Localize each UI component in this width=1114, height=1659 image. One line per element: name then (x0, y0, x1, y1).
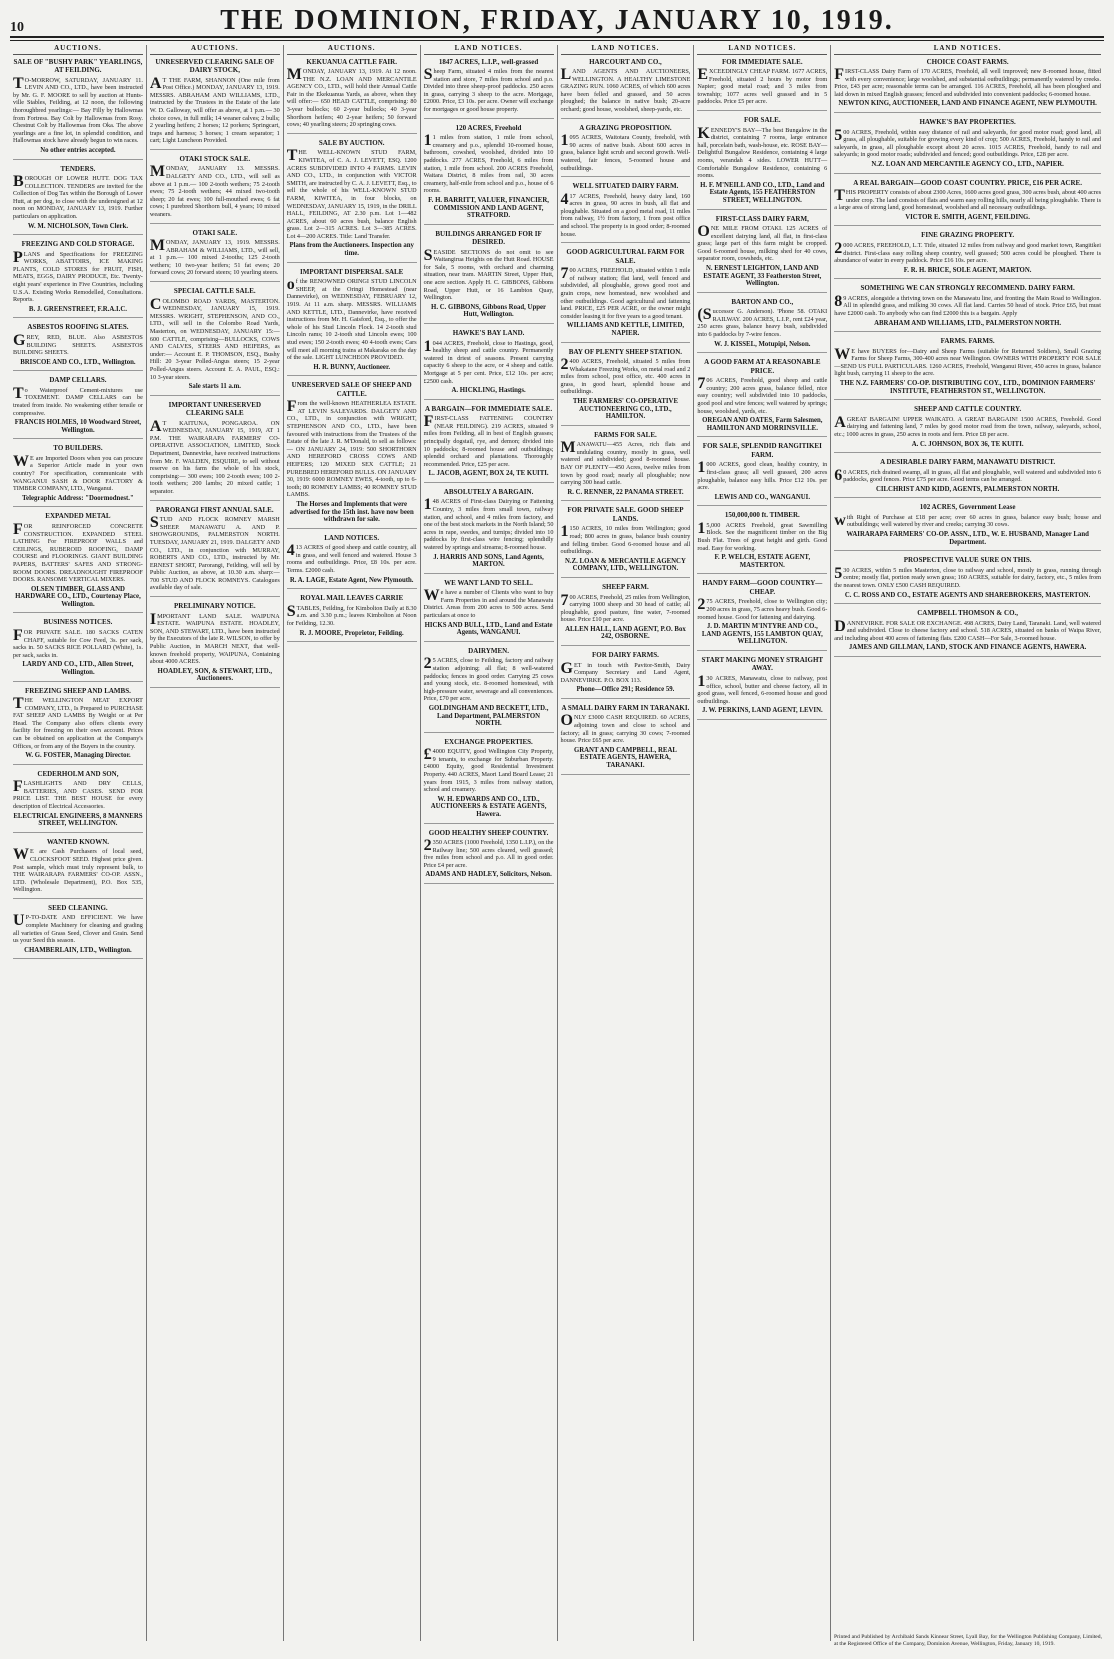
ad-advertiser: ALLEN HALL, LAND AGENT, P.O. Box 242, OSBORNE. (565, 625, 686, 641)
ad-advertiser: H. C. GIBBONS, Gibbons Road, Upper Hutt, Wellington. (431, 303, 547, 319)
ad-title: IMPORTANT UNRESERVED CLEARING SALE (168, 400, 262, 418)
ad-title: BARTON AND CO., (731, 297, 794, 306)
advertisement (13, 444, 143, 507)
advertisement (13, 376, 143, 439)
ad-body: FOR REINFORCED CONCRETE CONSTRUCTION. EXPANDED STEEL LATHING For FIREPROOF WALLS and CEILINGS, RUBEROID ROOFING, DAMP COURSE and FLOORINGS. GIANT BUILDING PAPERS, BATTERS' SAFES AND STRONG-ROOM DOORS. DREADNOUGHT FIREPROOF DOORS. RANSOME VERTICAL MIXERS. (13, 520, 143, 584)
ad-advertiser: N. ERNEST LEIGHTON, LAND AND ESTATE AGENT, 33 Featherston Street, Wellington. (703, 264, 822, 288)
columns-container (10, 45, 1104, 1641)
ad-title: WE WANT LAND TO SELL. (444, 578, 533, 587)
ad-title: FOR PRIVATE SALE. GOOD SHEEP LANDS. (567, 506, 684, 523)
ad-title: HAWKE'S BAY LAND. (452, 329, 525, 338)
ad-title: WANTED KNOWN. (46, 837, 110, 846)
ad-title: START MAKING MONEY STRAIGHT AWAY. (701, 655, 824, 673)
ad-advertiser: CILCHRIST AND KIDD, AGENTS, PALMERSTON NORTH. (875, 485, 1060, 493)
ad-body: ONLY £3000 CASH REQUIRED. 60 ACRES, adjoining town and close to school and factory; all in grass; carrying 30 cows; 7-roomed house. Price £65 per acre. (560, 712, 691, 745)
ad-title: FOR SALE, SPLENDID RANGITIKEI FARM. (702, 442, 822, 459)
advertisement (287, 139, 417, 263)
ad-advertiser: WAIRARAPA FARMERS' CO-OP. ASSN., LTD., W. E. HUSBAND, Manager Land Department. (846, 531, 1089, 546)
advertisement (561, 651, 691, 699)
advertisement (13, 838, 143, 899)
ad-title: CAMPBELL THOMSON & CO., (917, 609, 1019, 618)
ad-advertiser: HOADLEY, SON, & STEWART, LTD., Auctioneers. (157, 667, 273, 683)
ad-title: A REAL BARGAIN—GOOD COAST COUNTRY. PRICE, £16 PER ACRE. (853, 178, 1082, 187)
ad-advertiser: VICTOR E. SMITH, AGENT, FEILDING. (905, 213, 1030, 221)
ad-advertiser: No other entries accepted. (40, 146, 116, 154)
ad-body: KENNEDY'S BAY—The best Bungalow in the district, containing 7 rooms, large entrance hall, porcelain bath, wash-house, etc. ROSE BAY—Delightful Bungalow Residence, containing 4 large rooms, verandah 4 sides. LOWER HUTT—Comfortable Bungalow Residence, containing 6 rooms. (697, 124, 828, 180)
ad-title: BAY OF PLENTY SHEEP STATION. (568, 347, 683, 356)
ad-body: 700 ACRES, FREEHOLD, situated within 1 mile of railway station; flat land, well fenced and subdivided, all ploughable, grows good root and grain crops, new homestead, new woolshed and other outbuildings. Good agricultural and fattening land. PRICE, £25 PER ACRE, or the owner might consider leasing it for five years to a good tenant. (560, 265, 691, 320)
ad-advertiser: ADAMS AND HADLEY, Solicitors, Nelson. (425, 871, 552, 879)
ad-title: OTAKI SALE. (192, 228, 238, 237)
ad-body: WE are Imported Doors when you can procure a Superior Article made in your own country? For specification, communicate with WANGANUI SASH & DOOR FACTORY & TIMBER COMPANY, LTD., Wanganui. (13, 452, 143, 493)
column-heading: AUCTIONS. (13, 45, 143, 55)
advertisement (287, 594, 417, 642)
ad-body: DANNEVIRKE. FOR SALE OR EXCHANGE. 498 ACRES, Dairy Land, Taranaki. Land, well watered and subdivided. Close to cheese factory and school. 518 ACRES, situated on banks of Waipa River, and including about 400 acres of fattening flats. £200 CASH—For Sale, 3-roomed house. (834, 617, 1101, 642)
advertisement (424, 488, 554, 574)
ad-advertiser: JAMES AND GILLMAN, LAND, STOCK AND FINANCE AGENTS, HAWERA. (848, 644, 1087, 652)
ad-body: 1150 ACRES, 10 miles from Wellington; good road; 800 acres in grass, balance bush country and felling timber. Good 6-roomed house and all outbuildings. (560, 523, 691, 556)
ad-title: ABSOLUTELY A BARGAIN. (443, 487, 534, 496)
ad-body: THIS PROPERTY consists of about 2300 Acres, 1600 acres good grass, 300 acres bush, about 400 acres under crop. The land consists of flats and warm easy rolling hills, nearly all being ploughable. There is a large area of strong land, good homestead, woolshed and all necessary outbuildings. (834, 187, 1101, 212)
ad-advertiser: BRISCOE AND CO., LTD., Wellington. (20, 358, 136, 366)
ad-title: HARCOURT AND CO., (589, 57, 662, 66)
ad-title: DAMP CELLARS. (49, 376, 107, 385)
advertisement (13, 512, 143, 613)
page-number: 10 (10, 20, 24, 35)
advertisement (424, 405, 554, 483)
ad-advertiser: GOLDINGHAM AND BECKETT, LTD., Land Department, PALMERSTON NORTH. (428, 704, 549, 728)
advertisement (561, 248, 691, 342)
ad-advertiser: W. G. FOSTER, Managing Director. (25, 752, 131, 760)
column-3 (284, 45, 421, 1641)
ad-title: FOR DAIRY FARMS. (592, 651, 659, 660)
ad-advertiser: NEWTON KING, AUCTIONEER, LAND AND FINANCE AGENT, NEW PLYMOUTH. (838, 100, 1097, 108)
ad-body: 148 ACRES of First-class Dairying or Fattening Country, 3 miles from small town, railway station, and school, and 4 miles from factory, and one of the best stock markets in the North Island; 50 acres in rape, swedes, and turnips; divided into 10 paddocks by first-class wire fencing; splendidly watered by springs and streams; 8-roomed house. (423, 496, 554, 551)
printers-imprint: Printed and Published by Archibald Sands Kinnear Street, Lyall Bay, for the Wellington Publishing Company, Limited, at the Registered Office of the Company, Dominion Avenue, Wellington, Friday, January 10, 1919. (834, 1634, 1102, 1647)
advertisement (13, 323, 143, 371)
ad-title: CEDERHOLM AND SON, (37, 769, 119, 778)
advertisement (697, 511, 827, 574)
ad-title: HAWKE'S BAY PROPERTIES. (919, 118, 1016, 127)
column-7 (831, 45, 1104, 1641)
ad-advertiser: WILLIAMS AND KETTLE, LIMITED, NAPIER. (566, 322, 685, 337)
advertisement (834, 405, 1101, 453)
ad-title: WELL SITUATED DAIRY FARM. (572, 182, 679, 191)
advertisement (561, 431, 691, 502)
advertisement (150, 155, 280, 224)
ad-title: BUILDINGS ARRANGED FOR IF DESIRED. (435, 229, 542, 247)
ad-advertiser: THE N.Z. FARMERS' CO-OP. DISTRIBUTING COY., LTD., DOMINION FARMERS' INSTITUTE, FEATHERSTON ST., WELLINGTON. (839, 380, 1096, 395)
ad-title: TENDERS. (60, 164, 96, 173)
advertisement (834, 609, 1101, 657)
advertisement (697, 656, 827, 720)
ad-advertiser: N.Z. LOAN & MERCANTILE AGENCY COMPANY, LTD., WELLINGTON. (565, 557, 686, 573)
ad-body: SEASIDE SECTIONS do not omit to see Waitangirua Heights on the Hutt Road. HOUSE for Sale, 5 rooms, with orchard and charming situation, near tram. MARTIN Street, Upper Hutt, one acre section. Apply H. C. GIBBONS, Gibbons Road, Upper Hutt, or 16 Lambton Quay, Wellington. (423, 246, 554, 302)
ad-title: ASBESTOS ROOFING SLATES. (27, 323, 129, 332)
ad-advertiser: F. P. WELCH, ESTATE AGENT, MASTERTON. (714, 554, 811, 569)
ad-advertiser: Plans from the Auctioneers. Inspection any time. (289, 242, 414, 258)
ad-title: SEED CLEANING. (48, 903, 108, 912)
ad-advertiser: OLSEN TIMBER, GLASS AND HARDWARE CO., LTD., Courtenay Place, Wellington. (15, 585, 141, 608)
advertisement (150, 287, 280, 396)
ad-title: 120 ACRES, Freehold (455, 123, 522, 132)
advertisement (287, 58, 417, 134)
ad-advertiser: L. JACOB, AGENT, BOX 24, TE KUITI. (428, 470, 549, 478)
ad-body: 89 ACRES, alongside a thriving town on the Manawatu line, and fronting the Main Road to Wellington. All in splendid grass, and milking 30 cows. All flat land. Carries 50 head of stock. Price £65, but must have £2000 cash. To anybody who can find £2000 this is a bargain. Apply (834, 292, 1101, 317)
ad-advertiser: LEWIS AND CO., WANGANUI. (714, 493, 811, 501)
ad-body: 15,000 ACRES Freehold, great Sawmilling Block. See the magnificent timber on the Big Bush Flat. Trees of great height and girth. Good road. Easy for working. (697, 519, 828, 552)
advertisement (834, 284, 1101, 332)
ad-body: 500 ACRES, Freehold, within easy distance of rail and saleyards, for good motor road; good land, all grass, all ploughable, suitable for growing every kind of crop; 500 ACRES, Freehold, handy to rail and saleyards, in grass, all ploughable except about 20 acres. 1015 ACRES, Freehold, handy to rail and saleyards; in good motor roads; subdivided and fenced; good outbuildings. Price, £28 per acre. (834, 126, 1101, 159)
ad-title: HANDY FARM—GOOD COUNTRY—CHEAP. (702, 579, 823, 596)
ad-body: GREY, RED, BLUE. Also ASBESTOS BUILDING SHEETS. ASBESTOS BUILDING SHEETS. (13, 331, 143, 357)
advertisement (561, 58, 691, 119)
ad-title: UNRESERVED SALE OF SHEEP AND CATTLE. (291, 381, 412, 398)
advertisement (697, 358, 827, 437)
advertisement (150, 58, 280, 150)
ad-body: We have a number of Clients who want to buy Farm Properties in and around the Manawatu District. Areas from 200 acres to 500 acres. Send particulars at once to (423, 587, 554, 620)
advertisement (150, 401, 280, 501)
advertisement (561, 182, 691, 243)
ad-body: 2400 ACRES, Freehold, situated 5 miles from Whakatane Freezing Works, on metal road and 2 miles from school, post office, etc. 400 acres in grass, in good heart, splendid house and outbuildings. (560, 356, 691, 396)
ad-advertiser: GRANT AND CAMPBELL, REAL ESTATE AGENTS, HAWERA, TARANAKI. (573, 746, 677, 769)
ad-title: GOOD HEALTHY SHEEP COUNTRY. (428, 828, 549, 837)
ad-body: STABLES, Feilding, for Kimbolton Daily at 8.30 a.m. and 3.30 p.m.; leaves Kimbolton at Noon for Feilding, 12.30. (286, 602, 417, 627)
ad-body: 60 ACRES, rich drained swamp, all in grass, all flat and ploughable, well watered and subdivided into 6 paddocks, good fences. Price £75 per acre. Good terms can be arranged. (834, 466, 1101, 484)
advertisement (834, 337, 1101, 400)
ad-body: 417 ACRES, Freehold, heavy dairy land, 160 acres in grass, 90 acres in bush, all flat and ploughable. Situated on a good metal road, 11 miles from railway, 1½ from factory, 1 from post office and school. The property is in good order; 8-roomed house. (560, 190, 691, 238)
ad-advertiser: J. D. MARTIN M'INTYRE AND CO., LAND AGENTS, 155 LAMBTON QUAY, WELLINGTON. (701, 623, 823, 646)
ad-title: SALE BY AUCTION. (318, 138, 385, 147)
ad-advertiser: LARDY AND CO., LTD., Allen Street, Wellington. (22, 661, 134, 676)
ad-title: SALE OF "BUSHY PARK" YEARLINGS, AT FEILDING. (13, 57, 143, 75)
advertisement (287, 268, 417, 377)
advertisement (13, 687, 143, 765)
ad-title: FIRST-CLASS DAIRY FARM, (715, 214, 809, 223)
advertisement (424, 738, 554, 824)
ad-advertiser: A. C. JOHNSON, BOX 36, TE KUITI. (911, 440, 1024, 448)
ad-advertiser: A. HICKLING, Hastings. (451, 387, 526, 395)
advertisement (13, 770, 143, 833)
ad-advertiser: W. M. NICHOLSON, Town Clerk. (27, 222, 129, 230)
advertisement (834, 58, 1101, 113)
ad-advertiser: F. R. H. BRICE, SOLE AGENT, MARTON. (903, 266, 1032, 274)
ad-advertiser: Phone—Office 291; Residence 59. (576, 686, 675, 694)
ad-body: 2000 ACRES, FREEHOLD, L.T. Title, situated 12 miles from railway and good market town, Rangitikei district. First-class easy rolling sheep country, well grassed; 500 acres could be ploughed. There is abundance of water in every paddock. Price £16 10s. per acre. (834, 239, 1101, 265)
ad-body: FLASHLIGHTS AND DRY CELLS, BATTERIES, AND CASES. SEND FOR PRICE LIST. THE BEST HOUSE for every description of Electrical Accessories. (13, 778, 143, 811)
ad-advertiser: Telegraphic Address: "Doormodnest." (22, 494, 134, 502)
ad-title: IMPORTANT DISPERSAL SALE (300, 267, 404, 276)
masthead (10, 6, 1104, 38)
advertisement (13, 618, 143, 681)
ad-title: SPECIAL CATTLE SALE. (173, 287, 256, 296)
ad-advertiser: W. J. KISSEL, Motupipi, Nelson. (714, 340, 811, 348)
ad-title: FINE GRAZING PROPERTY. (921, 231, 1015, 240)
column-1 (10, 45, 147, 1641)
ad-title: EXPANDED METAL (45, 512, 111, 521)
ad-body: To Waterproof Cement-mixtures use TOXEMENT. DAMP CELLARS can be treated from inside. No weakening either tensile or compressive. (13, 384, 143, 417)
ad-title: A BARGAIN—FOR IMMEDIATE SALE. (425, 404, 553, 413)
advertisement (424, 230, 554, 324)
ad-body: LAND AGENTS AND AUCTIONEERS, WELLINGTON. A HEALTHY LIMESTONE GRAZING RUN. 1060 ACRES, of which 600 acres have been felled and grassed, and 50 acres ploughed; the balance in native bush; 20-acre orchard; good house, woolshed, sheep-yards, etc. (560, 66, 691, 114)
ad-advertiser: B. J. GREENSTREET, F.R.A.I.C. (28, 305, 127, 313)
advertisement (424, 58, 554, 119)
ad-body: (Successor G. Anderson). 'Phone 58. OTAKI RAILWAY. 200 ACRES, L.I.P., rent £24 year, 250 acres grass, balance heavy bush, subdivided into 6 paddocks by 7-wire fences. (697, 306, 828, 339)
ad-title: ROYAL MAIL LEAVES CARRIE (300, 594, 404, 603)
advertisement (424, 124, 554, 225)
advertisement (561, 124, 691, 177)
ad-title: GOOD AGRICULTURAL FARM FOR SALE. (566, 248, 685, 265)
ad-body: of the RENOWNED ORINGI STUD LINCOLN SHEEP, at the Oringi Homestead (near Dannevirke), on WEDNESDAY, FEBRUARY 12, 1919. At 11 a.m. sharp. MESSRS. WILLIAMS AND KETTLE, LTD., Dannevirke, have received instructions from Mr. H. Gaisford, Esq., to offer the whole of his Stud Lincoln Flock. 14 2-tooth stud Lincoln rams; 10 2-tooth stud Lincoln ewes; 100 stud ewes; 150 2-tooth ewes; 40 4-tooth ewes; Cars will meet all morning trains at Makaraka on the day of the sale. LIGHT LUNCHEON PROVIDED. (286, 276, 417, 362)
ad-body: STUD AND FLOCK ROMNEY MARSH SHEEP. MANAWATU A. AND P. SHOWGROUNDS, PALMERSTON NORTH. TUESDAY, JANUARY 21, 1919. DALGETY AND CO., LTD., in conjunction with MURRAY, ROBERTS AND CO., LTD., instructed by Mr. ERNEST SHORT, Parorangi, Feilding, will sell by Public Auction, as above, at 10.30 a.m. sharp:— 700 STUD AND FLOCK ROMNEYS. Catalogues available day of sale. (149, 514, 280, 592)
advertisement (150, 602, 280, 688)
ad-title: A DESIRABLE DAIRY FARM, MANAWATU DISTRICT. (880, 458, 1056, 467)
ad-body: 130 ACRES, Manawatu, close to railway, post office, school, butter and cheese factory, all in good grass, well fenced, 6-roomed house and good outbuildings. (697, 672, 828, 705)
column-heading: AUCTIONS. (287, 45, 417, 55)
column-heading: LAND NOTICES. (834, 45, 1101, 55)
column-4 (421, 45, 558, 1641)
advertisement (561, 348, 691, 426)
ad-title: TO BUILDERS. (53, 444, 103, 453)
ad-body: GET in touch with Pavitor-Smith, Dairy Company Secretary and Land Agent, DANNEVIRKE. P.O. BOX 113. (560, 659, 691, 684)
ad-advertiser: FRANCIS HOLMES, 10 Woodward Street, Wellington. (14, 419, 142, 434)
ad-advertiser: ABRAHAM AND WILLIAMS, LTD., PALMERSTON NORTH. (874, 319, 1062, 327)
advertisement (834, 179, 1101, 227)
ad-body: 2350 ACRES (1000 Freehold, 1350 L.I.P.), on the Railway line; 500 acres cleared, well grassed; five miles from school and p.o. All in good order. Price £4 per acre. (423, 837, 554, 869)
ad-advertiser: HICKS AND BULL, LTD., Land and Estate Agents, WANGANUI. (424, 621, 553, 637)
ad-title: 150,000,000 ft. TIMBER. (724, 511, 800, 520)
ad-title: FOR IMMEDIATE SALE. (722, 57, 803, 66)
advertisement (561, 506, 691, 578)
ad-body: Sheep Farm, situated 4 miles from the nearest station and store, 7 miles from school and p.o. Divided into three sheep-proof paddocks. 250 acres in grass, carrying 3 sheep to the acre. Mortgage, £2000. Price, £3 10s. per acre. Owner will exchange for mortgages or good house property. (423, 66, 554, 114)
ad-advertiser: F. H. BARRITT, VALUER, FINANCIER, COMMISSION AND LAND AGENT, STRATFORD. (428, 196, 549, 220)
ad-body: AT THE FARM, SHANNON (One mile from Post Office.) MONDAY, JANUARY 13, 1919. MESSRS. ABRAHAM AND WILLIAMS, LTD., instructed by the Trustees in the Estate of the late W. D. Galloway, will offer as above, at 1 p.m.— 30 choice cows, in full milk; 14 weaner calves; 2 bulls; 2 yearling heifers; 2 horses; 12 porkers; Springcart, traps and harness; 3 horses; 1 cream separator; 1 cart; Light Luncheon Provided. (149, 74, 280, 145)
ad-title: EXCHANGE PROPERTIES. (444, 737, 533, 746)
ad-body: 25 ACRES, close to Feilding, factory and railway station adjoining; all flat; 8 well-watered paddocks; fences in good order. Carrying 25 cows and young stock, etc. 8-roomed homestead, with high-pressure water, sewerage and all conveniences. Price, £70 per acre. (423, 655, 554, 703)
ad-advertiser: J. HARRIS AND SONS, Land Agents, MARTON. (433, 553, 544, 569)
ad-title: FOR SALE. (744, 116, 781, 125)
advertisement (424, 579, 554, 642)
ad-title: DAIRYMEN. (468, 646, 509, 655)
ad-title: KEKUANUA CATTLE FAIR. (306, 57, 397, 66)
ad-body: 530 ACRES, within 5 miles Masterton, close to railway and school, mostly in grass, running through centre; mostly flat, portion ready sown grass; 160 ACRES, suitable for dairy, factory, etc., 5 miles from the nearest town. ONLY £500 CASH REQUIRED. (834, 564, 1101, 589)
ad-body: THE WELLINGTON MEAT EXPORT COMPANY, LTD., Is Prepared to PURCHASE FAT SHEEP AND LAMBS By Weight or at Per Head. The Company also offers clients every facility for freezing on their own account. Prices can be obtained on application at the Company's Offices, or from any of the Buyers in the country. (13, 695, 143, 750)
ad-title: UNRESERVED CLEARING SALE OF DAIRY STOCK, (155, 57, 275, 75)
advertisement (150, 229, 280, 282)
ad-body: BOROUGH OF LOWER HUTT. DOG TAX COLLECTION. TENDERS are invited for the Collection of Dog Tax within the Borough of Lower Hutt, at per dog, to close with the undersigned at 12 noon on MONDAY, JANUARY 13, 1919. Further particulars on application. (13, 173, 143, 220)
ad-body: IMPORTANT LAND SALE. WAIPUNA ESTATE. WAIPUNA ESTATE. HOADLEY, SON, AND STEWART, LTD., have been instructed by the Executors of the late R. WILSON, to offer by Public Auction, in MARCH NEXT, that well-known freehold property, WAIPUNA, Containing about 4000 ACRES. (149, 610, 280, 666)
ad-body: 11 miles from station, 1 mile from school, creamery and p.o., splendid 10-roomed house, bathroom, cowshed, woolshed, divided into 10 paddocks. 277 ACRES, Freehold, 6 miles from station, 1 mile from school. 200 ACRES Freehold, Waitara District, 8 miles from rail, 30 acres creamery, half-mile from school and p.o., house of 6 rooms. (423, 132, 554, 195)
ad-body: 706 ACRES, Freehold, good sheep and cattle country; 200 acres grass, balance felled, nice easy country; well subdivided into 10 paddocks, good pool and wire fences; well watered by springs; house, woolshed, yards, etc. (697, 375, 828, 415)
ad-title: PRELIMINARY NOTICE. (174, 602, 256, 611)
ad-body: UP-TO-DATE AND EFFICIENT. We have complete Machinery for cleaning and grading all varieties of Grass Seed, Clover and Grain. Send us your Seed this season. (13, 912, 143, 945)
advertisement (697, 215, 827, 293)
advertisement (697, 298, 827, 353)
masthead-rule (10, 40, 1104, 41)
ad-body: MONDAY, JANUARY 13, 1919. At 12 noon. THE N.Z. LOAN AND MERCANTILE AGENCY CO., LTD., will hold their Annual Cattle Fair in the Ekekuanua Yards, as above, when they will offer:— 650 HEAD CATTLE, comprising: 80 3-year bullocks; 60 2-year bullocks; 40 3-year Shorthorn heifers; 40 2-year heifers; 50 forward cows; 40 yearling steers; 20 springing cows. (286, 66, 417, 129)
ad-advertiser: C. C. ROSS AND CO., ESTATE AGENTS AND SHAREBROKERS, MASTERTON. (844, 591, 1091, 599)
ad-advertiser: H. F. M'NEILL AND CO., LTD., Land and Estate Agents, 155 FEATHERSTON STREET, WELLINGTON. (700, 181, 825, 204)
advertisement (287, 534, 417, 589)
ad-title: A GRAZING PROPOSITION. (579, 123, 672, 132)
ad-advertiser: W. H. EDWARDS AND CO., LTD., AUCTIONEERS & ESTATE AGENTS, Hawera. (430, 795, 547, 818)
ad-title: BUSINESS NOTICES. (43, 618, 113, 627)
advertisement (424, 329, 554, 400)
ad-advertiser: N.Z. LOAN AND MERCANTILE AGENCY CO., LTD., NAPIER. (871, 160, 1064, 168)
ad-title: SHEEP AND CATTLE COUNTRY. (914, 405, 1022, 414)
column-5 (558, 45, 695, 1641)
ad-advertiser: H. R. BUNNY, Auctioneer. (313, 363, 391, 371)
ad-title: FREEZING AND COLD STORAGE. (21, 240, 135, 249)
ad-body: 1095 ACRES, Waitotara County, freehold, with 90 acres of native bush. About 600 acres in grass, balance light scrub and second growth. Well-watered, fair fences, 5-roomed house and outbuildings. (560, 132, 691, 172)
ad-title: FARMS FOR SALE. (594, 430, 657, 439)
column-heading: LAND NOTICES. (697, 45, 827, 55)
ad-title: PARORANGI FIRST ANNUAL SALE. (156, 505, 274, 514)
ad-body: WE are Cash Purchasers of local seed, CLOCKSFOOT SEED. Highest price given. Post sample, which must truly represent bulk, to THE WAIRARAPA FARMERS' CO-OP. ASSN., LTD. (Wholesale Department), P.O. Box 535, Wellington. (13, 846, 143, 894)
advertisement (150, 506, 280, 597)
ad-advertiser: OREGAN AND OATES, Farm Salesmen, HAMILTON AND MORRINSVILLE. (702, 417, 823, 432)
advertisement (834, 231, 1101, 279)
advertisement (834, 458, 1101, 498)
advertisement (697, 58, 827, 111)
advertisement (697, 579, 827, 651)
ad-body: WE have BUYERS for—Dairy and Sheep Farms (suitable for Returned Soldiers), Small Grazing Farms for Sheep Farms, 300-400 acres near Wellington. OWNERS WITH PROPERTY FOR SALE—SEND US FULL PARTICULARS. 1260 ACRES, Freehold, Wanganui River, 450 acres in grass, balance light bush, carrying 11 sheep to the acre. (834, 345, 1101, 378)
ad-body: ONE MILE FROM OTAKI. 125 ACRES of excellent dairying land, all flat, in first-class grass; large part of this farm might be cropped. Good 6-roomed house, milking shed for 40 cows, separator room, cowsheds, etc. (697, 223, 828, 263)
ad-title: A SMALL DAIRY FARM IN TARANAKI. (561, 703, 690, 712)
ad-title: FARMS. FARMS. (940, 337, 995, 346)
advertisement (834, 503, 1101, 551)
ad-body: FOR PRIVATE SALE. 180 SACKS CATEN CHAFF, suitable for Cow Feed, 3s. per sack, sacks in. 50 SACKS RICE POLLARD (White), 1s. per sack, sacks in. (13, 626, 143, 659)
advertisement (834, 118, 1101, 173)
ad-title: A GOOD FARM AT A REASONABLE PRICE. (704, 358, 821, 375)
ad-advertiser: CHAMBERLAIN, LTD., Wellington. (24, 946, 132, 954)
ad-title: LAND NOTICES. (324, 533, 380, 542)
advertisement (697, 116, 827, 209)
ad-advertiser: J. W. PERKINS, LAND AGENT, LEVIN. (701, 707, 823, 715)
ad-title: SOMETHING WE CAN STRONGLY RECOMMEND. DAIRY FARM. (860, 284, 1075, 293)
column-heading: LAND NOTICES. (561, 45, 691, 55)
ad-title: SHEEP FARM. (602, 583, 649, 591)
column-2 (147, 45, 284, 1641)
ad-title: 102 ACRES, Government Lease (919, 503, 1016, 512)
ad-advertiser: R. J. MOORE, Proprietor, Feilding. (299, 629, 404, 637)
advertisement (13, 240, 143, 318)
ad-body: £4000 EQUITY, good Wellington City Property, 9 tenants, to exchange for Suburban Property. £4000 Equity, good Residential Investment Property. 440 ACRES, Maori Land Board Lease; 21 years from 1915, 3 miles from railway station, school and creamery. (423, 746, 554, 794)
ad-body: FIRST-CLASS FATTENING COUNTRY (NEAR FEILDING). 219 ACRES, situated 9 miles from Feilding, all in best of English grasses; principally dogstail, rye, and demon; divided into 10 paddocks; 8-roomed house and outbuildings; splendid orchard and plantations. Thoroughly recommended. Price, £25 per acre. (423, 413, 554, 468)
advertisement (287, 381, 417, 529)
ad-title: OTAKI STOCK SALE. (179, 154, 251, 163)
ad-title: 1847 ACRES, L.I.P., well-grassed (438, 57, 539, 66)
ad-advertiser: ELECTRICAL ENGINEERS, 8 MANNERS STREET, WELLINGTON. (13, 812, 143, 828)
ad-advertiser: THE FARMERS' CO-OPERATIVE AUCTIONEERING CO., LTD., HAMILTON. (572, 398, 678, 421)
column-heading: LAND NOTICES. (424, 45, 554, 55)
newspaper-page (10, 6, 1104, 1645)
ad-body: 1000 ACRES, good clean, healthy country, in first-class grass; all well grassed, 200 acres ploughable, balance easy hills. Price £12 10s. per acre. (697, 459, 828, 492)
advertisement (561, 583, 691, 646)
ad-body: AGREAT BARGAIN! UPPER WAIKATO. A GREAT BARGAIN! 1500 ACRES, Freehold. Good dairying and fattening land, 7 miles by good motor road from the town, railway, saleyards, school, etc.; 1000 acres in grass, 250 acres in roots and fern. Price £8 per acre. (834, 413, 1101, 438)
ad-title: PROSPECTIVE VALUE SURE ON THIS. (903, 556, 1032, 565)
ad-body: EXCEEDINGLY CHEAP FARM. 1677 ACRES, Freehold, situated 2 hours by motor from Napier; good metal road; and 3 miles from township; 1077 acres well grassed and in 5 paddocks. Price £5 per acre. (697, 66, 828, 106)
advertisement (424, 647, 554, 733)
column-heading: AUCTIONS. (150, 45, 280, 55)
ad-body: THE WELL-KNOWN STUD FARM, KIWITEA, of C. A. J. LEVETT, ESQ. 1200 ACRES SUBDIVIDED INTO 4 FARMS. LEVIN AND CO., LTD., in conjunction with VICTOR SMITH, are instructed by C. A. J. LEVETT, Esq., to sell the whole of his WELL-KNOWN STUD FARM, KIWITEA, in four blocks, on WEDNESDAY, JANUARY 15, 1919, in the DRILL HALL, FEILDING, AT 2.30 p.m. Lot 1—482 ACRES, about 60 acres bush, balance English grass. Lot 2—315 ACRES. Lot 3—385 ACRES. Lot 4—200 ACRES. Title: Land Transfer. (286, 147, 417, 240)
ad-body: 413 ACRES of good sheep and cattle country, all in grass, and well fenced and watered. House 3 rooms and outbuildings. Price, £8 10s. per acre. Terms. £2000 cash. (286, 542, 417, 575)
ad-body: TO-MORROW, SATURDAY, JANUARY 11. LEVIN AND CO., LTD., have been instructed by Mr. G. F. MOORE to sell by auction at Hunts-ville Stables, Feilding, at 12 noon, the following thoroughbred yearlings:— Bay Filly by Hallowmas from Fortress. Bay Colt by Hallowmas from Rosy. Chestnut Colt by Hallowmas from Oka. The above yearlings are a fine lot, in splendid condition, and Hallowmas stock have already begun to win races. (13, 74, 143, 145)
ad-body: MANAWATU—455 Acres, rich flats and undulating country, mostly in grass, well watered and subdivided; good 8-roomed house. BAY OF PLENTY—450 Acres, twelve miles from town by good road; nearly all ploughable; now carrying 300 head cattle. (560, 439, 691, 487)
ad-body: MONDAY, JANUARY 13. MESSRS. DALGETY AND CO., LTD., will sell as above at 1 p.m.— 100 2-tooth wethers; 75 2-tooth ewes; 75 2-tooth wethers; 44 mixed two-tooth sheep; 20 fat ewes; 100 full-mouthed ewes; 6 fat cows; 1 purebred Shorthorn bull, 4 years; 10 mixed weaners. (149, 163, 280, 218)
advertisement (13, 165, 143, 236)
ad-body: 1044 ACRES, Freehold, close to Hastings, good, healthy sheep and cattle country. Permanently watered in driest of seasons. Present carrying capacity 6 sheep to the acre, or 4 sheep and cattle. Mortgage at 5 per cent. Price, £12 10s. per acre; £2500 cash. (423, 337, 554, 385)
ad-title: CHOICE COAST FARMS. (926, 57, 1009, 66)
advertisement (424, 829, 554, 884)
ad-advertiser: R. A. LAGE, Estate Agent, New Plymouth. (289, 576, 414, 584)
ad-advertiser: Sale starts 11 a.m. (188, 383, 241, 391)
ad-body: 275 ACRES, Freehold, close to Wellington city; 200 acres in grass, 75 acres heavy bush. Good 6-roomed house. Good for fattening and dairying. (697, 596, 828, 621)
advertisement (834, 556, 1101, 604)
advertisement (13, 58, 143, 160)
ad-body: COLOMBO ROAD YARDS, MASTERTON. WEDNESDAY, JANUARY 15, 1919. MESSRS. WRIGHT, STEPHENSON, AND CO., LTD., will sell in the Colombo Road Yards, Masterton, on WEDNESDAY, JANUARY 15:— 600 CATTLE, comprising—BULLOCKS, COWS AND CALVES, STEERS AND HEIFERS, as under:— Account E. P. THOMSON, ESQ., Bushy Hill: 20 3-year Polled-Angus steers; 15 2-year Polled-Angus steers. Account E. A. PAUL, ESQ.: 10 3-year steers. (149, 295, 280, 381)
ad-body: AT KAITUNA, PONGAROA. ON WEDNESDAY, JANUARY 15, 1919, AT 1 P.M. THE WAIRARAPA FARMERS' CO-OPERATIVE ASSOCIATION, LIMITED, Stock Department, Dannevirke, have received instructions from Mr. F. WALDEN, ESQUIRE, to sell without reserve on his farm the whole of his stock, comprising:— 300 ewes; 100 2-tooth ewes; 100 2-tooth wethers; 200 lambs; 20 mixed cattle; 1 separator. (149, 417, 280, 496)
newspaper-title: THE DOMINION, FRIDAY, JANUARY 10, 1919. (220, 5, 894, 36)
column-6 (694, 45, 831, 1641)
ad-title: FREEZING SHEEP AND LAMBS. (25, 686, 131, 695)
ad-body: MONDAY, JANUARY 13, 1919. MESSRS. ABRAHAM & WILLIAMS, LTD., will sell, at 1 p.m.— 100 mixed 2-tooths; 125 2-tooth wethers; 10 two-year heifers; 51 fat ewes; 20 forward cows; 20 forward steers; 10 yearling steers. (149, 237, 280, 277)
ad-body: 700 ACRES, Freehold, 25 miles from Wellington, carrying 1000 sheep and 30 head of cattle; all ploughable, good pasture, fine water, 7-roomed house. Price £10 per acre. (560, 591, 691, 624)
ad-body: FIRST-CLASS Dairy Farm of 170 ACRES, Freehold, all well improved; new 8-roomed house, fitted with every convenience; large woolshed, and substantial outbuildings; permanently watered by creeks. Price, £43 per acre; reasonable terms can be arranged. 116 ACRES, Freehold, all has been ploughed and laid down in mixed English grasses; fenced and subdivided into convenient paddocks; 6-roomed house. (834, 66, 1101, 98)
ad-body: PLANS and Specifications for FREEZING WORKS, ABATTOIRS, ICE MAKING PLANTS, COLD STORES for FRUIT, FISH, MEATS, EGGS, DAIRY PRODUCE, Etc. Twenty-eight years' experience in Five Countries, including U.S.A. Existing Works Remodelled, Consultations. Reports. (13, 248, 143, 304)
advertisement (697, 442, 827, 506)
ad-advertiser: R. C. RENNER, 22 PANAMA STREET. (567, 488, 684, 496)
ad-body: From the well-known HEATHERLEA ESTATE. AT LEVIN SALEYARDS. DALGETY AND CO., LTD., in conjunction with WRIGHT, STEPHENSON AND CO., LTD., have been favoured with instructions from the Trustees of the Estate of the late J. R. M'Donald, to sell as follows:— ON JANUARY 24, 1919: 500 SHORTHORN AND HEREFORD CROSS COWS AND HEIFERS; 120 MIXED SEX CATTLE; 21 PUREBRED HEREFORD BULLS. ON JANUARY 30, 1919: 6000 ROMNEY EWES, 4-tooth, up to 6-tooth; 80 ROMNEY LAMBS; 40 ROMNEY STUD LAMBS. (286, 398, 417, 499)
advertisement (561, 704, 691, 775)
ad-body: with Right of Purchase at £18 per acre; over 60 acres in grass, balance easy bush; house and outbuildings; well watered by river and creeks; carrying 30 cows. (834, 511, 1101, 529)
ad-advertiser: The Horses and Implements that were advertised for the 15th inst. have now been withdrawn for sale. (289, 501, 414, 524)
advertisement (13, 904, 143, 959)
